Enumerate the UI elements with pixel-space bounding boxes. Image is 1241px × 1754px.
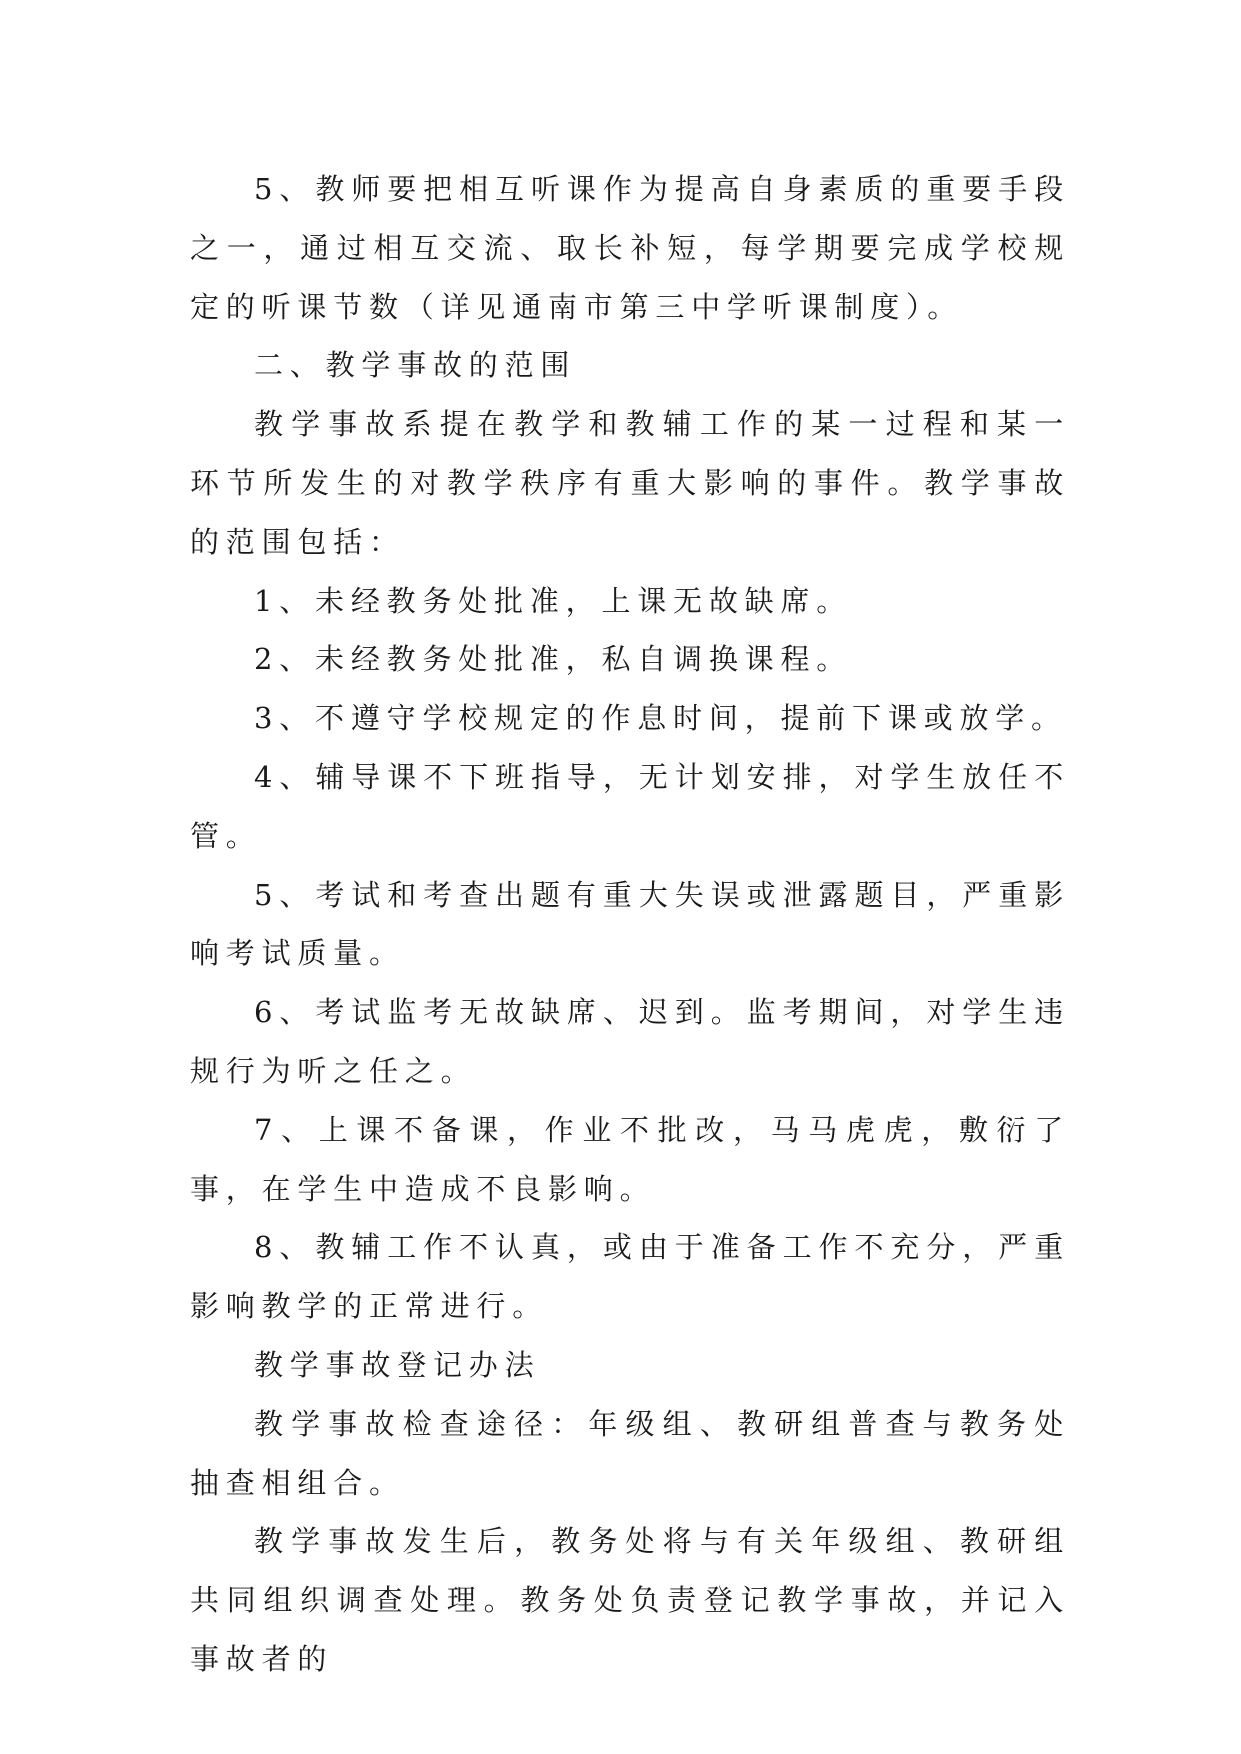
list-item-6: 6、考试监考无故缺席、迟到。监考期间，对学生违规行为听之任之。 (190, 995, 1070, 1088)
list-item-3: 3、不遵守学校规定的作息时间，提前下课或放学。 (254, 701, 1067, 736)
section-heading-accident-scope: 二、教学事故的范围 (254, 348, 577, 383)
list-item-8: 8、教辅工作不认真，或由于准备工作不充分，严重影响教学的正常进行。 (190, 1230, 1070, 1324)
list-item-4: 4、辅导课不下班指导，无计划安排，对学生放任不管。 (190, 759, 1070, 853)
section-heading-registration: 教学事故登记办法 (254, 1347, 541, 1382)
paragraph-handling-procedure: 教学事故发生后，教务处将与有关年级组、教研组共同组织调查处理。教务处负责登记教学事故，并记入事故者的 (190, 1524, 1070, 1676)
list-item-5: 5、考试和考查出题有重大失误或泄露题目，严重影响考试质量。 (190, 877, 1070, 971)
document-body (190, 160, 1070, 1689)
paragraph-listening-requirement: 5、教师要把相互听课作为提高自身素质的重要手段之一，通过相互交流、取长补短，每学期要完成学校规定的听课节数（详见通南市第三中学听课制度）。 (190, 172, 1070, 324)
list-item-1: 1、未经教务处批准，上课无故缺席。 (254, 583, 853, 618)
list-item-2: 2、未经教务处批准，私自调换课程。 (254, 642, 853, 677)
paragraph-inspection-method: 教学事故检查途径：年级组、教研组普查与教务处抽查相组合。 (190, 1406, 1070, 1500)
list-item-7: 7、上课不备课，作业不批改，马马虎虎，敷衍了事，在学生中造成不良影响。 (190, 1112, 1070, 1206)
paragraph-accident-definition: 教学事故系提在教学和教辅工作的某一过程和某一环节所发生的对教学秩序有重大影响的事件。教学事故的范围包括： (190, 407, 1070, 559)
